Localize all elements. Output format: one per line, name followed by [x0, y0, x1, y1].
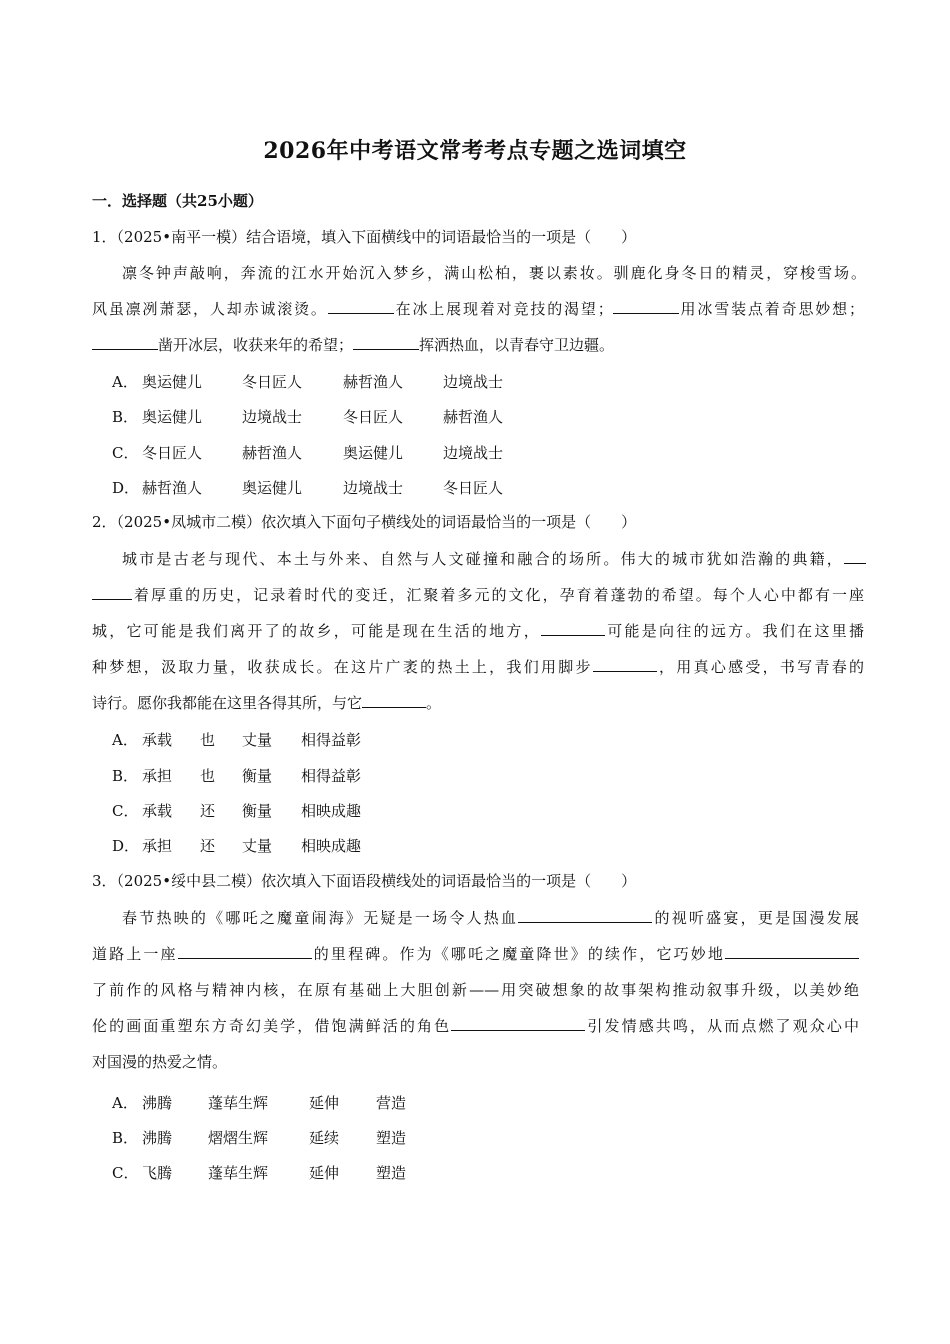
option-word: 相映成趣: [301, 837, 362, 855]
question-3-passage-line: 春节热映的《哪吒之魔童闹海》无疑是一场令人热血 的视听盛宴，更是国漫发展: [122, 909, 859, 927]
option-word: 丈量: [242, 731, 273, 749]
option-word: 边境战士: [242, 408, 303, 426]
option-word: 飞腾: [142, 1164, 173, 1182]
question-3-stem: 3．（2025•绥中县二模）依次填入下面语段横线处的词语最恰当的一项是（ ）: [92, 872, 637, 890]
option-word: 边境战士: [443, 444, 504, 462]
question-3-passage-line: 伦的画面重塑东方奇幻美学，借饱满鲜活的角色 引发情感共鸣，从而点燃了观众心中: [92, 1017, 859, 1035]
option-word: 赫哲渔人: [142, 479, 203, 497]
answer-blank: [92, 335, 158, 350]
option-b[interactable]: B．: [112, 1129, 139, 1147]
answer-blank: [353, 335, 419, 350]
option-word: 相得益彰: [301, 767, 362, 785]
option-word: 沸腾: [142, 1129, 173, 1147]
answer-blank: [328, 299, 394, 314]
question-3-passage-line: 道路上一座 的里程碑。作为《哪吒之魔童降世》的续作，它巧妙地: [92, 944, 859, 964]
option-d[interactable]: D．: [112, 479, 140, 497]
option-word: 赫哲渔人: [343, 373, 404, 391]
answer-blank: [541, 621, 605, 636]
option-word: 奥运健儿: [142, 408, 203, 426]
option-c[interactable]: C．: [112, 444, 139, 462]
option-word: 也: [200, 767, 216, 785]
option-a[interactable]: A．: [112, 373, 138, 391]
answer-blank: [451, 1016, 585, 1031]
option-word: 奥运健儿: [242, 479, 303, 497]
option-c[interactable]: C．: [112, 1164, 139, 1182]
option-word: 衡量: [242, 802, 273, 820]
option-word: 熠熠生辉: [208, 1129, 269, 1147]
option-word: 还: [200, 837, 216, 855]
option-word: 承担: [142, 767, 173, 785]
question-2-passage-line: 种梦想，汲取力量，收获成长。在这片广袤的热土上，我们用脚步 ，用真心感受，书写青春的: [92, 658, 864, 676]
question-1-stem: 1．（2025•南平一模）结合语境，填入下面横线中的词语最恰当的一项是（ ）: [92, 228, 637, 246]
option-word: 冬日匠人: [343, 408, 404, 426]
question-3-passage-line: 对国漫的热爱之情。: [92, 1053, 228, 1071]
option-word: 沸腾: [142, 1094, 173, 1112]
question-2-stem: 2．（2025•凤城市二模）依次填入下面句子横线处的词语最恰当的一项是（ ）: [92, 513, 637, 531]
option-word: 赫哲渔人: [443, 408, 504, 426]
option-word: 边境战士: [343, 479, 404, 497]
answer-blank: [593, 657, 657, 672]
option-word: 赫哲渔人: [242, 444, 303, 462]
option-c[interactable]: C．: [112, 802, 139, 820]
answer-blank: [725, 944, 859, 959]
option-b[interactable]: B．: [112, 408, 139, 426]
question-1-passage-line: 凛冬钟声敲响，奔流的江水开始沉入梦乡，满山松柏，裹以素妆。驯鹿化身冬日的精灵，穿梭雪场。: [122, 264, 866, 282]
option-word: 蓬荜生辉: [208, 1164, 269, 1182]
option-word: 冬日匠人: [142, 444, 203, 462]
answer-blank: [518, 908, 652, 923]
option-b[interactable]: B．: [112, 767, 139, 785]
section-heading: 一．选择题（共25小题）: [92, 192, 263, 210]
option-word: 塑造: [376, 1129, 407, 1147]
answer-blank: [362, 693, 426, 708]
answer-blank: [92, 585, 132, 600]
option-word: 营造: [376, 1094, 407, 1112]
question-1-passage-line: 凿开冰层，收获来年的希望； 挥洒热血，以青春守卫边疆。: [92, 335, 614, 355]
page-title: 2026年中考语文常考考点专题之选词填空: [263, 138, 687, 164]
option-d[interactable]: D．: [112, 837, 140, 855]
question-2-passage-line: 着厚重的历史，记录着时代的变迁，汇聚着多元的文化，孕育着蓬勃的希望。每个人心中都有一座: [92, 585, 864, 605]
answer-blank: [178, 944, 312, 959]
option-word: 奥运健儿: [343, 444, 404, 462]
option-word: 承载: [142, 731, 173, 749]
option-word: 延续: [309, 1129, 340, 1147]
option-word: 延伸: [309, 1164, 340, 1182]
option-word: 蓬荜生辉: [208, 1094, 269, 1112]
option-word: 冬日匠人: [242, 373, 303, 391]
option-word: 相得益彰: [301, 731, 362, 749]
option-a[interactable]: A．: [112, 1094, 138, 1112]
option-word: 延伸: [309, 1094, 340, 1112]
question-2-passage-line: 城，它可能是我们离开了的故乡，可能是现在生活的地方， 可能是向往的远方。我们在这里播: [92, 622, 864, 640]
question-1-passage-line: 风虽凛冽萧瑟，人却赤诚滚烫。 在冰上展现着对竞技的渴望； 用冰雪装点着奇思妙想；: [92, 300, 864, 318]
answer-blank: [844, 549, 866, 564]
option-word: 丈量: [242, 837, 273, 855]
question-2-passage-line: 诗行。愿你我都能在这里各得其所，与它 。: [92, 694, 442, 712]
option-word: 承担: [142, 837, 173, 855]
option-word: 冬日匠人: [443, 479, 504, 497]
option-word: 塑造: [376, 1164, 407, 1182]
option-word: 相映成趣: [301, 802, 362, 820]
option-word: 奥运健儿: [142, 373, 203, 391]
option-word: 还: [200, 802, 216, 820]
option-word: 承载: [142, 802, 173, 820]
question-3-passage-line: 了前作的风格与精神内核，在原有基础上大胆创新——用突破想象的故事架构推动叙事升级，以美妙绝: [92, 981, 859, 999]
answer-blank: [613, 299, 679, 314]
option-a[interactable]: A．: [112, 731, 138, 749]
option-word: 边境战士: [443, 373, 504, 391]
option-word: 衡量: [242, 767, 273, 785]
question-2-passage-line: 城市是古老与现代、本土与外来、自然与人文碰撞和融合的场所。伟大的城市犹如浩瀚的典籍，: [122, 549, 866, 569]
option-word: 也: [200, 731, 216, 749]
